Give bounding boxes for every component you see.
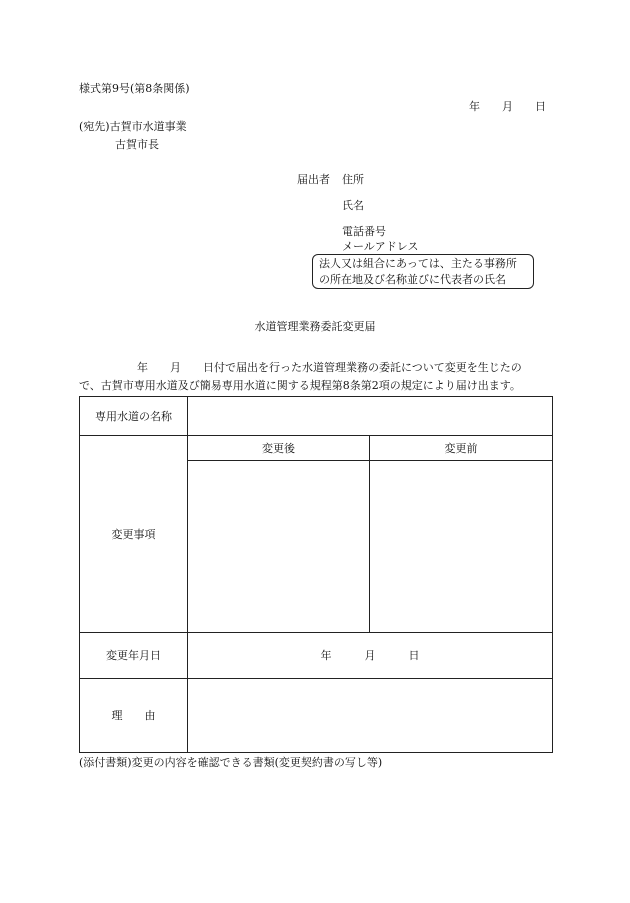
- address-label: 住所: [342, 173, 364, 186]
- attachment-note: (添付書類)変更の内容を確認できる書類(変更契約書の写し等): [79, 756, 383, 769]
- body-text-line1: 年 月 日付で届出を行った水道管理業務の委託について変更を生じたの: [137, 361, 522, 374]
- document-title: 水道管理業務委託変更届: [254, 320, 376, 333]
- before-header: 変更前: [370, 436, 553, 461]
- water-name-field[interactable]: [188, 397, 553, 436]
- addressee: (宛先)古賀市水道事業: [79, 120, 187, 133]
- body-text-line2: で、古賀市専用水道及び簡易専用水道に関する規程第8条第2項の規定により届け出ます。: [79, 379, 521, 392]
- after-header: 変更後: [188, 436, 370, 461]
- water-name-label: 専用水道の名称: [80, 397, 188, 436]
- date-line: 年 月 日: [469, 100, 546, 113]
- applicant-label: 届出者: [297, 173, 330, 186]
- phone-label: 電話番号: [342, 225, 386, 238]
- corporate-note-line1: 法人又は組合にあっては、主たる事務所: [319, 257, 517, 270]
- reason-label: 理 由: [80, 679, 188, 753]
- changes-label: 変更事項: [80, 436, 188, 633]
- name-label: 氏名: [342, 199, 364, 212]
- addressee-title: 古賀市長: [115, 138, 159, 151]
- change-date-label: 変更年月日: [80, 633, 188, 679]
- after-field[interactable]: [188, 461, 370, 633]
- email-label: メールアドレス: [342, 240, 419, 253]
- reason-field[interactable]: [188, 679, 553, 753]
- before-field[interactable]: [370, 461, 553, 633]
- form-number: 様式第9号(第8条関係): [79, 82, 190, 95]
- corporate-note-line2: の所在地及び名称並びに代表者の氏名: [319, 273, 506, 286]
- change-form-table: [79, 396, 553, 753]
- change-date-field[interactable]: 年 月 日: [188, 633, 553, 679]
